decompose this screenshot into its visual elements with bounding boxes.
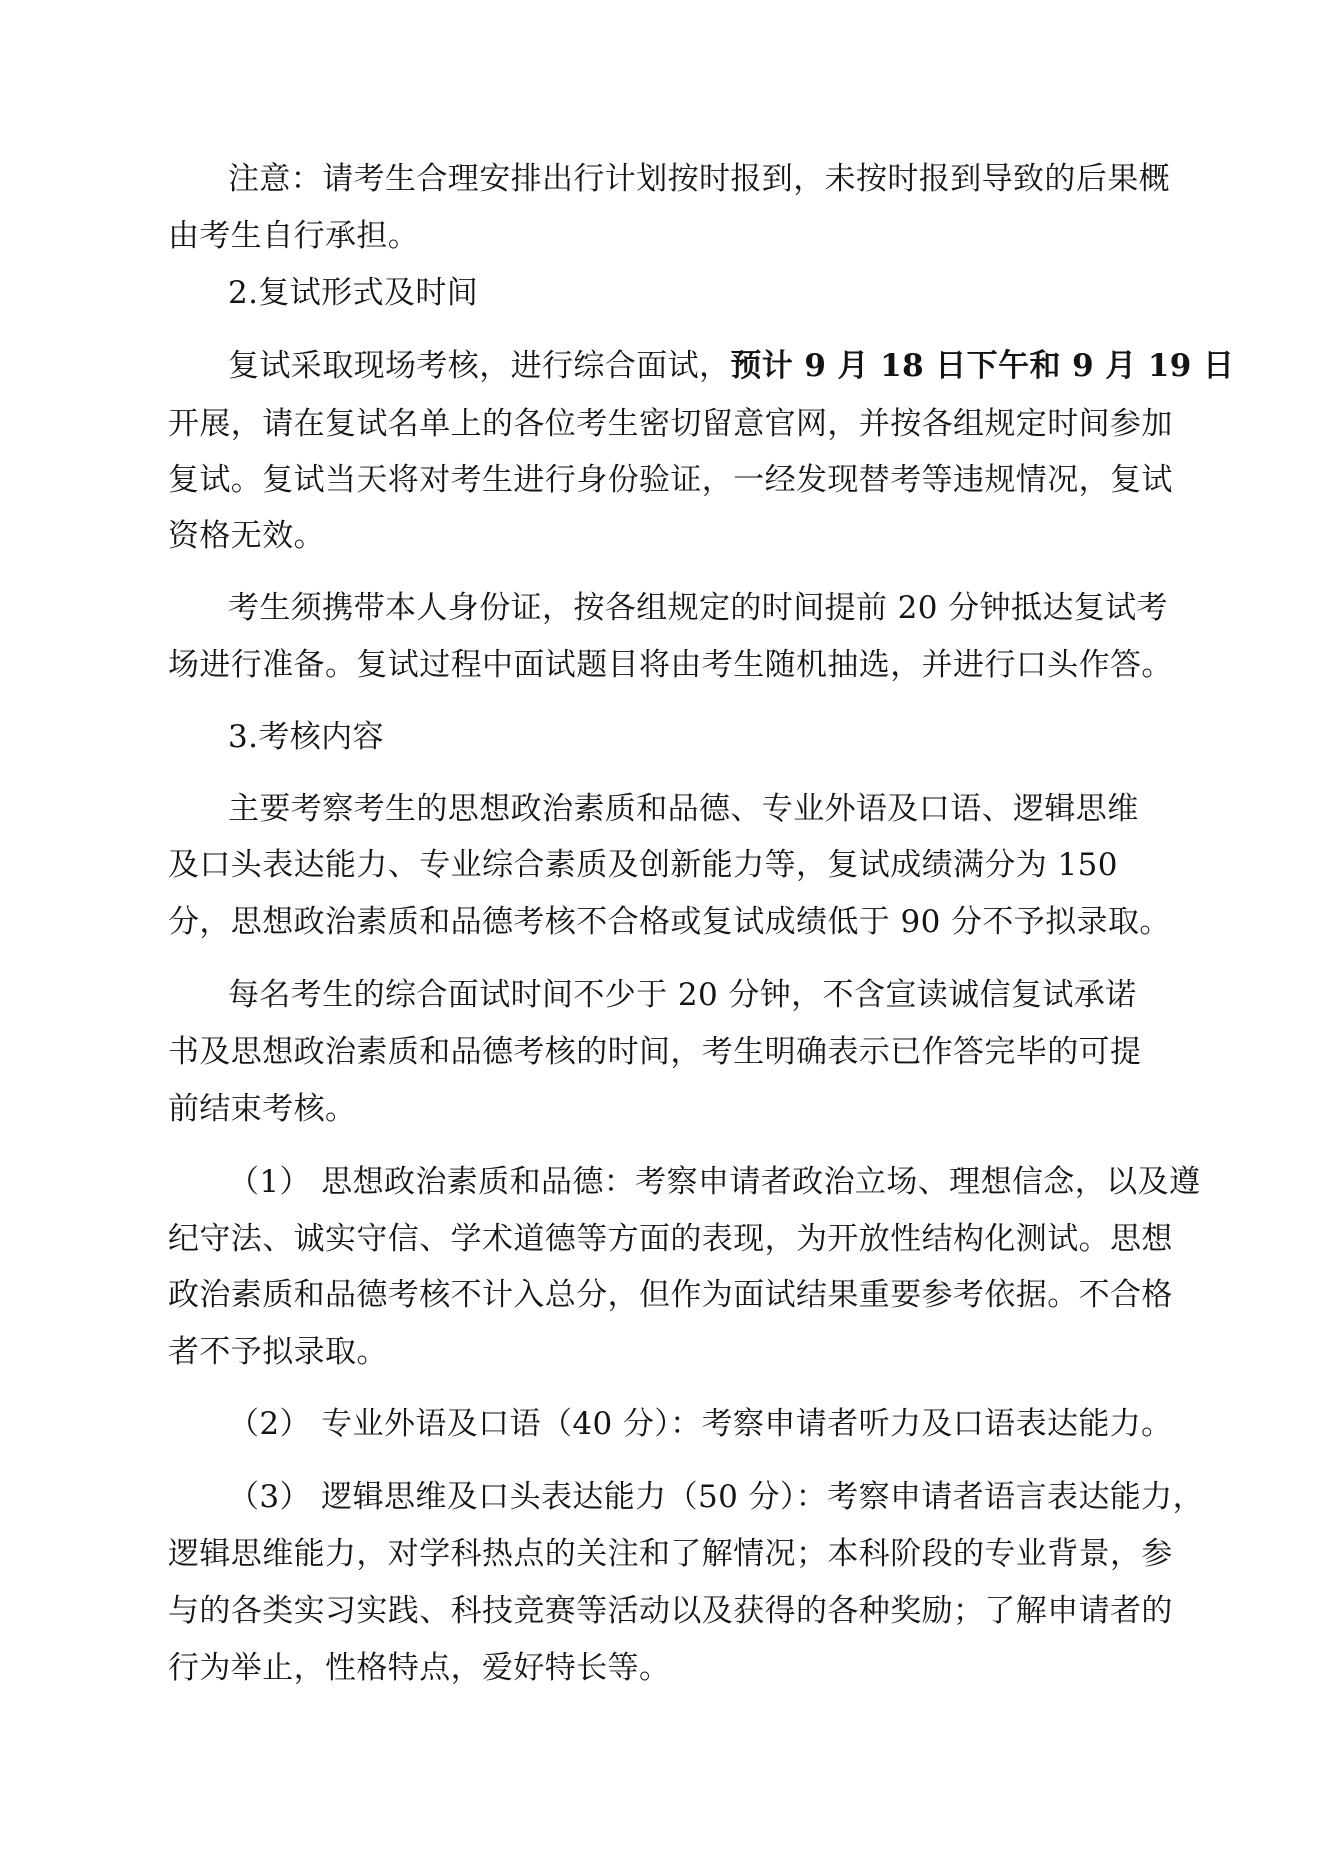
- item-3-line-4: 行为举止，性格特点，爱好特长等。: [168, 1650, 671, 1686]
- section-heading-3: 3.考核内容: [228, 719, 384, 755]
- schedule-date-bold: 预计 9 月 18 日下午和 9 月 19 日: [730, 348, 1235, 384]
- paragraph-4-line-2: 及口头表达能力、专业综合素质及创新能力等，复试成绩满分为 150: [168, 847, 1118, 883]
- item-2-line-1: （2） 专业外语及口语（40 分）：考察申请者听力及口语表达能力。: [228, 1406, 1173, 1442]
- paragraph-3-line-2: 场进行准备。复试过程中面试题目将由考生随机抽选，并进行口头作答。: [168, 647, 1173, 683]
- section-heading-2: 2.复试形式及时间: [228, 275, 479, 311]
- paragraph-3-line-1: 考生须携带本人身份证，按各组规定的时间提前 20 分钟抵达复试考: [228, 590, 1168, 626]
- paragraph-2-line-2: 开展，请在复试名单上的各位考生密切留意官网，并按各组规定时间参加: [168, 406, 1173, 442]
- paragraph-5-line-2: 书及思想政治素质和品德考核的时间，考生明确表示已作答完毕的可提: [168, 1034, 1142, 1070]
- paragraph-2-line-3: 复试。复试当天将对考生进行身份验证，一经发现替考等违规情况，复试: [168, 462, 1173, 498]
- notice-line-1: 注意：请考生合理安排出行计划按时报到，未按时报到导致的后果概: [228, 161, 1170, 197]
- item-3-line-2: 逻辑思维能力，对学科热点的关注和了解情况；本科阶段的专业背景，参: [168, 1536, 1173, 1572]
- paragraph-5-line-1: 每名考生的综合面试时间不少于 20 分钟，不含宣读诚信复试承诺: [228, 977, 1137, 1013]
- item-1-line-2: 纪守法、诚实守信、学术道德等方面的表现，为开放性结构化测试。思想: [168, 1221, 1173, 1257]
- notice-line-2: 由考生自行承担。: [168, 218, 420, 254]
- paragraph-2-line-4: 资格无效。: [168, 518, 325, 554]
- paragraph-2-text: 复试采取现场考核，进行综合面试，: [228, 348, 731, 384]
- item-3-line-3: 与的各类实习实践、科技竞赛等活动以及获得的各种奖励；了解申请者的: [168, 1593, 1173, 1629]
- paragraph-5-line-3: 前结束考核。: [168, 1091, 357, 1127]
- item-1-line-3: 政治素质和品德考核不计入总分，但作为面试结果重要参考依据。不合格: [168, 1277, 1173, 1313]
- paragraph-4-line-1: 主要考察考生的思想政治素质和品德、专业外语及口语、逻辑思维: [228, 791, 1139, 827]
- paragraph-2-line-1: [228, 344, 1234, 388]
- item-1-line-1: （1） 思想政治素质和品德：考察申请者政治立场、理想信念，以及遵: [228, 1164, 1201, 1200]
- item-3-line-1: （3） 逻辑思维及口头表达能力（50 分）：考察申请者语言表达能力，: [228, 1479, 1204, 1515]
- item-1-line-4: 者不予拟录取。: [168, 1334, 388, 1370]
- paragraph-4-line-3: 分，思想政治素质和品德考核不合格或复试成绩低于 90 分不予拟录取。: [168, 904, 1171, 940]
